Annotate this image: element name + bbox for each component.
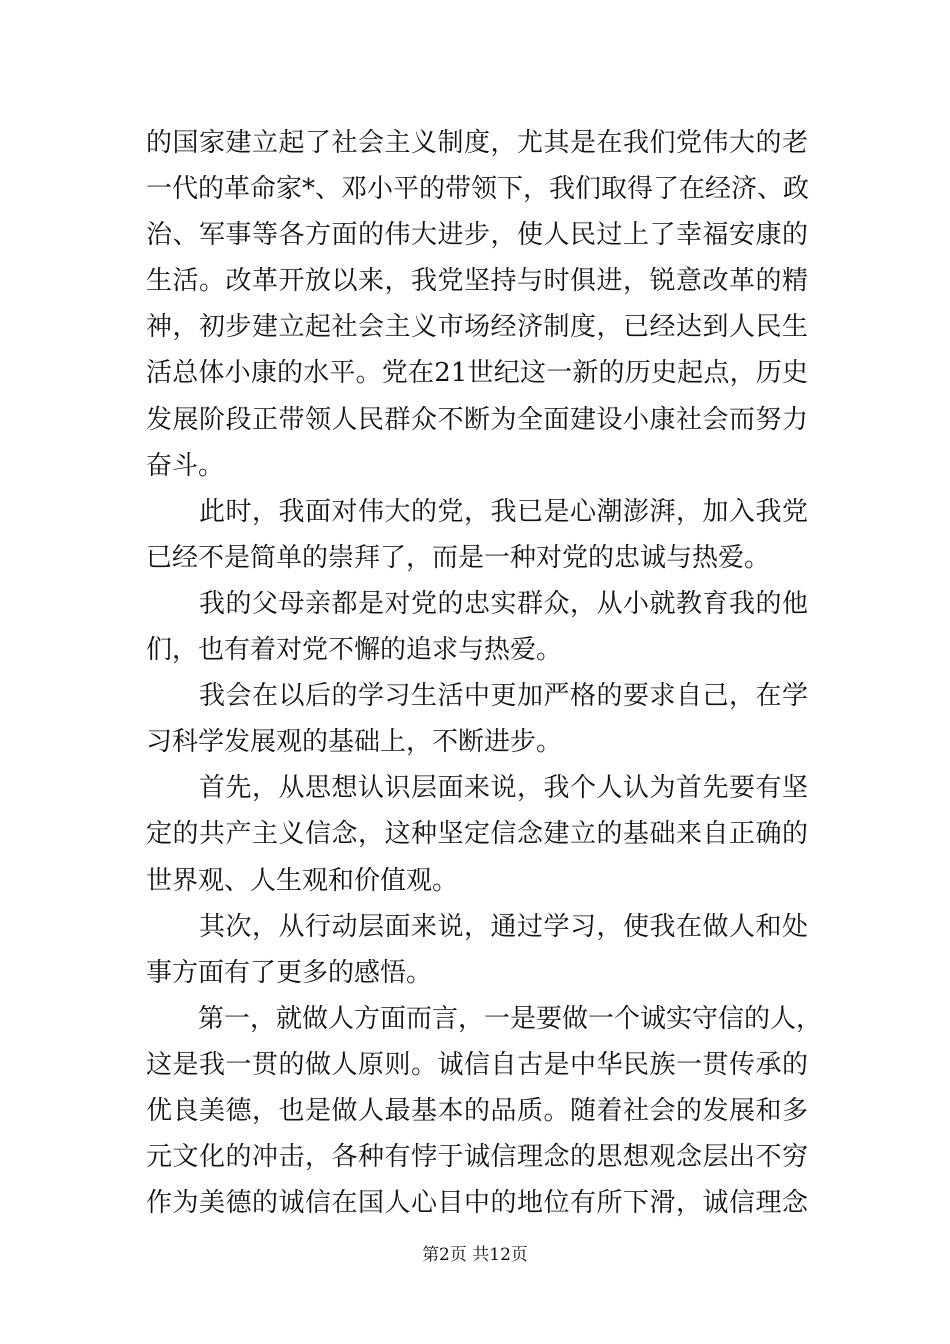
text-line: 我的父母亲都是对党的忠实群众，从小就教育我的他 xyxy=(146,588,808,619)
text-line: 的国家建立起了社会主义制度，尤其是在我们党伟大的老 xyxy=(146,128,808,158)
text-line: 这是我一贯的做人原则。诚信自古是中华民族一贯传承的 xyxy=(146,1049,808,1080)
text-line: 治、军事等各方面的伟大进步，使人民过上了幸福安康的 xyxy=(146,220,808,251)
text-line: 已经不是简单的崇拜了，而是一种对党的忠诚与热爱。 xyxy=(146,542,771,573)
text-line: 活总体小康的水平。党在21世纪这一新的历史起点，历史 xyxy=(146,358,808,389)
text-line: 优良美德，也是做人最基本的品质。随着社会的发展和多 xyxy=(146,1095,808,1126)
text-line: 首先，从思想认识层面来说，我个人认为首先要有坚 xyxy=(146,773,808,804)
text-line: 一代的革命家*、邓小平的带领下，我们取得了在经济、政 xyxy=(146,174,810,205)
text-line: 作为美德的诚信在国人心目中的地位有所下滑，诚信理念 xyxy=(146,1188,808,1219)
page-number-footer: 第2页 共12页 xyxy=(422,1245,528,1265)
text-line: 其次，从行动层面来说，通过学习，使我在做人和处 xyxy=(146,911,808,942)
text-line: 世界观、人生观和价值观。 xyxy=(146,865,459,896)
text-line: 我会在以后的学习生活中更加严格的要求自己，在学 xyxy=(146,681,808,712)
text-line: 生活。改革开放以来，我党坚持与时俱进，锐意改革的精 xyxy=(146,266,808,297)
text-line: 习科学发展观的基础上，不断进步。 xyxy=(146,727,563,758)
text-line: 们，也有着对党不懈的追求与热爱。 xyxy=(146,635,563,666)
text-line: 发展阶段正带领人民群众不断为全面建设小康社会而努力 xyxy=(146,404,808,435)
text-line: 元文化的冲击，各种有悖于诚信理念的思想观念层出不穷 xyxy=(146,1142,808,1173)
text-line: 定的共产主义信念，这种坚定信念建立的基础来自正确的 xyxy=(146,819,808,850)
text-line: 神，初步建立起社会主义市场经济制度，已经达到人民生 xyxy=(146,312,808,343)
text-line: 奋斗。 xyxy=(146,450,225,481)
text-line: 此时，我面对伟大的党，我已是心潮澎湃，加入我党 xyxy=(146,496,808,527)
text-line: 第一，就做人方面而言，一是要做一个诚实守信的人， xyxy=(146,1003,823,1034)
text-line: 事方面有了更多的感悟。 xyxy=(146,957,433,988)
body-text xyxy=(146,120,823,1226)
